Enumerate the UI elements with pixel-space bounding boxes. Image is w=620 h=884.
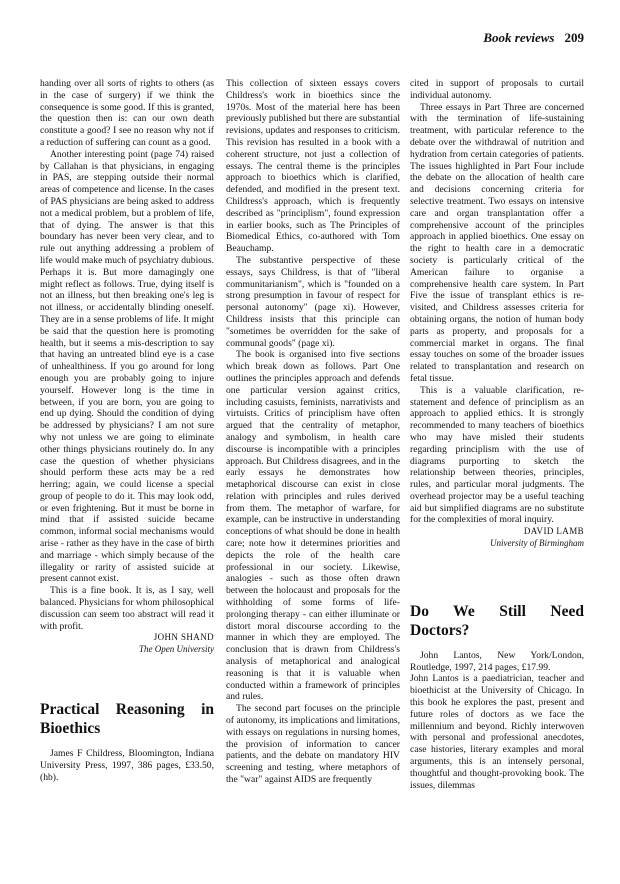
column-1: [40, 78, 214, 783]
book-citation: John Lantos, New York/London, Routledge, 1997, 214 pages, £17.99.: [410, 649, 584, 673]
paragraph: This collection of sixteen essays covers Childress's work in bioethics since the 1970s. Most of the material here has been previously published but there are substantial revisions, updates and responses to criticism. This revision has resulted in a book with a coherent structure, not just a collection of essays. The central theme is the principles approach to bioethics which is clarified, defended, and modified in the present text. Childress's approach, which is frequently described as "principlism", found expression in earlier books, such as The Principles of Biomedical Ethics, co-authored with Tom Beauchamp.: [226, 78, 400, 255]
paragraph: cited in support of proposals to curtail individual autonomy.: [410, 78, 584, 101]
page-number: 209: [564, 30, 584, 45]
reviewer-affiliation: University of Birmingham: [490, 538, 584, 549]
column-2: [226, 78, 400, 786]
paragraph: Another interesting point (page 74) raised by Callahan is that physicians, in engaging in PAS, are stepping outside their normal areas of competence and license. In the cases of PAS physicians are being asked to address not a medical problem, but a problem of life, that of dying. The answer is that this boundary has never been very clear, and to rule out anything addressing a problem of life would make much of psychiatry dubious. Perhaps it is. But more damagingly one might reflect as follows. True, dying itself is not an illness, but then breaking one's leg is not illness, or accidentally blinding oneself. They are in a sense problems of life. It might be said that the question here is promoting health, but it seems a mis-description to say that having an untreated blind eye is a case of unhealthiness. If you go around for long enough you are probably going to injure yourself. However long is the time in between, if you are born, you are going to end up dying. Should the condition of dying be addressed by physicians? I am not sure why not unless we are going to eliminate other things physicians routinely do. In any case the question of whether physicians should perform these acts may be a red herring; again, we could license a special group of people to do it. This may look odd, or even frightening. But it must be borne in mind that if assisted suicide became common, informal social mechanisms would arise - rather as they have in the case of birth and marriage - which simply because of the illegality or rarity of assisted suicide at present cannot exist.: [40, 148, 214, 585]
review-title: Practical Reasoning in Bioethics: [40, 701, 214, 738]
paragraph: The substantive perspective of these essays, says Childress, is that of "liberal communitarianism", which is "founded on a strong presumption in favour of respect for personal autonomy" (page xi). However, Childress insists that this principle can "sometimes be overridden for the sake of communal goods" (page xi).: [226, 254, 400, 349]
paragraph: The second part focuses on the principle of autonomy, its implications and limitations, with essays on regulations in nursing homes, the provision of information to cancer patients, and the debate on mandatory HIV screening and testing, where metaphors of the "war" against AIDS are frequently: [226, 703, 400, 786]
paragraph: The book is organised into five sections which break down as follows. Part One outlines the principles approach and defends one particular version against critics, including casuists, feminists, narrativists and virtuists. Critics of principlism have often argued that the centrality of metaphor, analogy and symbolism, in health care discourse is incompatible with a principles approach. But Childress disagrees, and in the early essays he demonstrates how metaphorical discourse can exist in close relation with principles and rules derived from them. The metaphor of warfare, for example, can be instructive in understanding conceptions of what should be done in health care; note how it determines priorities and depicts the role of the health care professional in our society. Likewise, analogies - such as those often drawn between the holocaust and proposals for the withholding of some forms of life-prolonging therapy - can either illuminate or distort moral discourse according to the manner in which they are employed. The conclusion that is drawn from Childress's analysis of metaphorical and analogical reasoning is that it is valuable when conducted within a framework of principles and rules.: [226, 349, 400, 703]
paragraph: Three essays in Part Three are concerned with the termination of life-sustaining treatment, with particular reference to the debate over the withdrawal of nutrition and hydration from certain categories of patients. The issues highlighted in Part Four include the debate on the allocation of health care and decisions concerning criteria for selective treatment. Two essays on intensive care and organ transplantation offer a comprehensive account of the principles approach in applied bioethics. One essay on the right to health care in a democratic society is particularly critical of the American failure to organise a comprehensive health care system. In Part Five the issue of transplant ethics is re-visited, and Childress assesses criteria for obtaining organs, the notion of human body parts as property, and proposals for a commercial market in organs. The final essay touches on some of the broader issues related to transplantation and research on fetal tissue.: [410, 101, 584, 384]
column-3: [410, 78, 584, 791]
paragraph: handing over all sorts of rights to others (as in the case of surgery) if we think the consequence is some good. If this is granted, the question then is: can our own death constitute a good? I see no reason why not if a reduction of suffering can count as a good.: [40, 78, 214, 148]
reviewer-name: DAVID LAMB: [523, 526, 584, 537]
paragraph: John Lantos is a paediatrician, teacher and bioethicist at the University of Chicago. In this book he explores the past, present and future roles of doctors as we face the millennium and beyond. Richly interwoven with personal and professional anecdotes, case histories, literary examples and moral arguments, this is an intensely personal, thoughtful and thought-provoking book. The issues, dilemmas: [410, 673, 584, 791]
paragraph: This is a fine book. It is, as I say, well balanced. Physicians for whom philosophical discussion can seem too abstract will read it with profit.: [40, 585, 214, 632]
section-title: Book reviews: [483, 30, 555, 45]
reviewer-name: JOHN SHAND: [153, 632, 214, 643]
paragraph: This is a valuable clarification, re-statement and defence of principlism as an approach to applied ethics. It is strongly recommended to many teachers of bioethics who may have misled their students regarding principlism with the use of diagrams purporting to sketch the relationship between theories, principles, rules, and particular moral judgments. The overhead projector may be a useful teaching aid but simplified diagrams are no substitute for the complexities of moral inquiry.: [410, 384, 584, 526]
book-citation: James F Childress, Bloomington, Indiana University Press, 1997, 386 pages, £33.50, (hb).: [40, 748, 214, 783]
reviewer-affiliation: The Open University: [139, 644, 214, 655]
running-header: [40, 30, 584, 50]
review-title: Do We Still Need Doctors?: [410, 602, 584, 639]
